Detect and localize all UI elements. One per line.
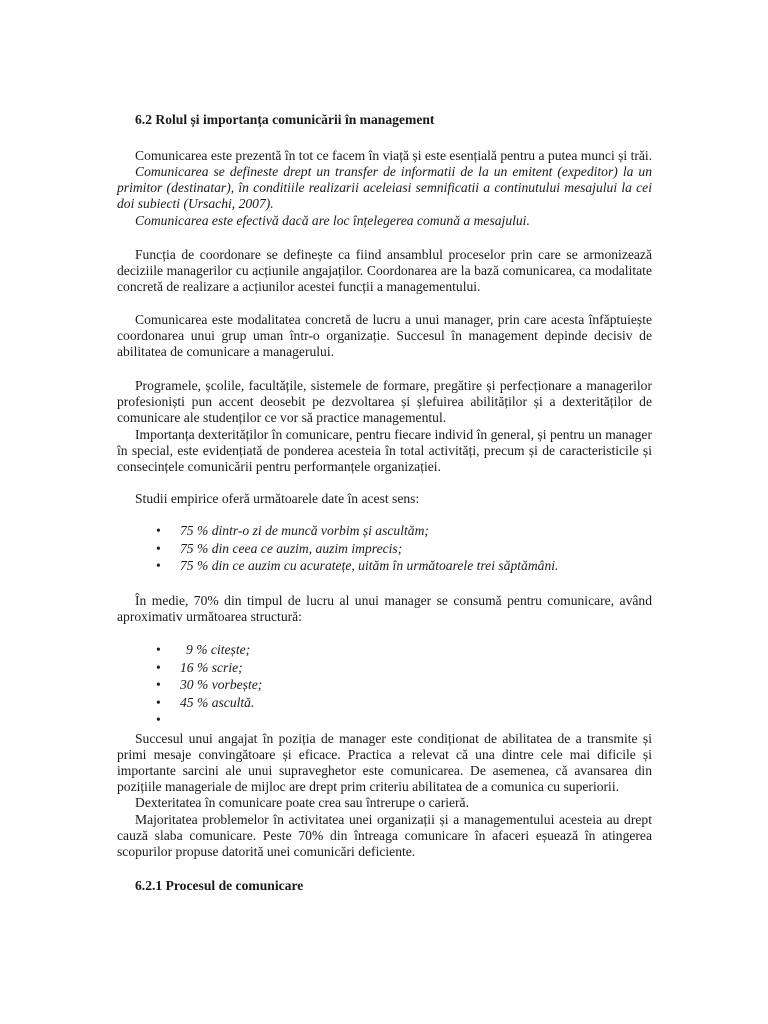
list-item: • 75 % din ce auzim cu acuratețe, uităm în următoarele trei săptămâni. (156, 557, 558, 575)
time-structure-list (156, 641, 262, 729)
coordination-paragraph: Funcția de coordonare se definește ca fiind ansamblul proceselor prin care se armonizează deciziile managerilor cu acțiunile angajaților. Coordonarea are la bază comunicarea, ca modalitate concretă de realizare a acțiunilor acestei funcții a managementului. (117, 247, 652, 294)
dexterity-line: Dexteritatea în comunicare poate crea sau întrerupe o carieră. (135, 795, 469, 810)
problems-paragraph: Majoritatea problemelor în activitatea unei organizații și a managementului acesteia au drept cauză slaba comunicare. Peste 70% din întreaga comunicare în afaceri eșuează în atingerea scopurilor propuse datorită unei comunicări deficiente. (117, 812, 652, 859)
manager-communication-paragraph: Comunicarea este modalitatea concretă de lucru a unui manager, prin care acesta înfăptuiește coordonarea unui grup uman într-o organizație. Succesul în management depinde decisiv de abilitatea de comunicare a managerului. (117, 312, 652, 359)
list-item (156, 711, 262, 729)
list-item: • 30 % vorbește; (156, 676, 262, 694)
importance-paragraph: Importanța dexterităților în comunicare, pentru fiecare individ în general, și pentru un manager în special, este evidențiată de ponderea acesteia în total activități, precum și de caracteristicile și consecințele comunicării pentru performanțele organizației. (117, 427, 652, 474)
list-item: • 9 % citește; (156, 641, 262, 659)
effective-communication-line: Comunicarea este efectivă dacă are loc înțelegerea comună a mesajului. (135, 213, 530, 228)
success-paragraph: Succesul unui angajat în poziția de manager este condiționat de abilitatea de a transmite și primi mesaje convingătoare și eficace. Practica a relevat că una dintre cele mai dificile și importante sarcini ale unui supraveghetor este comunicarea. De asemenea, că avansarea din pozițiile manageriale de mijloc are drept prim criteriu abilitatea de a comunica cu superiorii. (117, 731, 652, 794)
definition-paragraph: Comunicarea se defineste drept un transfer de informatii de la un emitent (expeditor) la un primitor (destinatar), în conditiile realizarii aceleiasi semnificatii a continutului mesajului la cei doi subiecti (Ursachi, 2007). (117, 164, 652, 211)
list-item: • 45 % ascultă. (156, 694, 262, 712)
empirical-data-list (156, 522, 558, 575)
programs-paragraph: Programele, școlile, facultățile, sistemele de formare, pregătire și perfecționare a managerilor profesioniști pun accent deosebit pe dezvoltarea și șlefuirea abilităților și a dexterităților de comunicare ale studenților ce vor să practice managementul. (117, 378, 652, 425)
subsection-title: 6.2.1 Procesul de comunicare (135, 878, 304, 893)
intro-line: Comunicarea este prezentă în tot ce facem în viață și este esențială pentru a putea munci și trăi. (135, 148, 653, 163)
average-time-paragraph: În medie, 70% din timpul de lucru al unui manager se consumă pentru comunicare, având aproximativ următoarea structură: (117, 593, 652, 624)
list-item: • 75 % dintr-o zi de muncă vorbim și ascultăm; (156, 522, 558, 540)
list-item: • 16 % scrie; (156, 659, 262, 677)
section-title: 6.2 Rolul și importanța comunicării în management (135, 112, 435, 127)
list-item: • 75 % din ceea ce auzim, auzim imprecis; (156, 540, 558, 558)
empirical-studies-line: Studii empirice oferă următoarele date în acest sens: (135, 491, 420, 506)
